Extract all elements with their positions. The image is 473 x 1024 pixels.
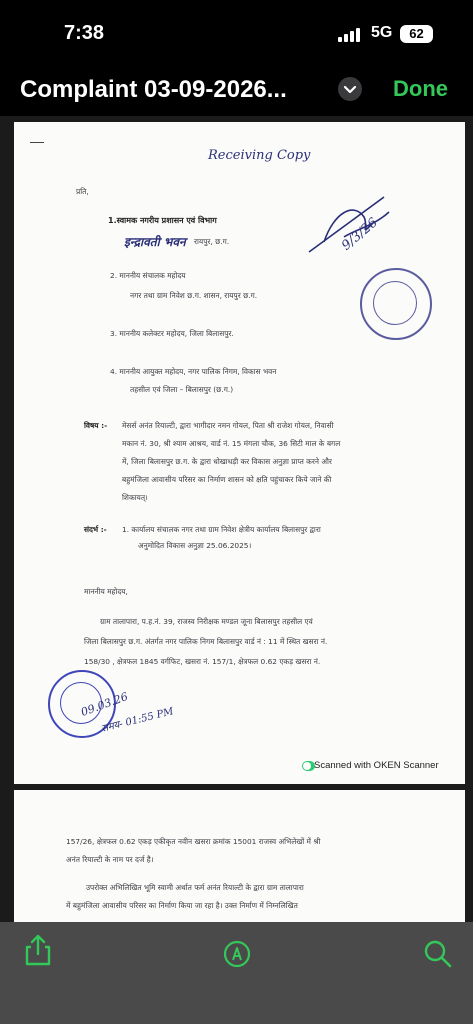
navigation-bar [0,66,473,114]
page-2-line: 157/26, क्षेत्रफल 0.62 एकड़ एकीकृत नवीन खसरा क्रमांक 15001 राजस्व अभिलेखों में श्री [66,837,321,846]
subject-line: बहुमंजिला आवासीय परिसर का निर्माण शासन को क्षति पहुंचाकर किये जाने की [122,475,332,484]
document-title[interactable]: Complaint 03-09-2026... [20,76,287,103]
status-bar [0,0,473,62]
recipient-1-handwritten: इन्द्रावती भवन [124,235,186,249]
search-button[interactable] [420,936,456,972]
page-2-line: अनंत रियाल्टी के नाम पर दर्ज है। [66,855,154,864]
network-type: 5G [371,24,393,41]
document-viewer[interactable] [0,116,473,922]
recipient-3: 3. माननीय कलेक्टर महोदय, जिला बिलासपुर. [110,329,234,338]
recipient-4-line-2: तहसील एवं जिला – बिलासपुर (छ.ग.) [130,385,234,394]
body-line: ग्राम तालापारा, प.ह.नं. 39, राजस्व निरीक्षक मण्डल जूना बिलासपुर तहसील एवं [100,617,313,626]
search-icon [420,936,456,972]
prati: प्रति, [76,187,89,196]
battery-icon [400,25,433,43]
battery-level: 62 [409,26,424,41]
recipient-1-line-1: 1.स्वामक नगरीय प्रशासन एवं विभाग [108,216,217,225]
reference-line: अनुमोदित विकास अनुज्ञा 25.06.2025। [138,541,252,550]
document-page-1 [14,122,465,784]
recipient-2-line-1: 2. माननीय संचालक महोदय [110,271,186,280]
subject-line: में, जिला बिलासपुर छ.ग. के द्वारा धोखाधड़ी कर विकास अनुज्ञा प्राप्त करने और [122,457,332,466]
stamp-time: समय- 01:55 PM [100,706,175,735]
document-page-2 [14,790,465,922]
stamp-date: 09.03.26 [79,690,130,719]
subject-line: शिकायत्। [122,493,148,502]
bottom-toolbar [0,922,473,1024]
reference-label: संदर्भ :- [84,525,107,534]
done-button[interactable]: Done [393,76,448,101]
page-2-line: में बहुमंजिला आवासीय परिसर का निर्माण किया जा रहा है। उक्त निर्माण में निम्नलिखित [66,901,298,910]
signature-date: 9/3/26 [339,215,381,254]
recipient-2-line-2: नगर तथा ग्राम निवेश छ.ग. शासन, रायपुर छ.ग. [130,291,258,300]
cellular-signal-icon [338,28,364,42]
subject-label: विषय :- [84,421,108,430]
status-time: 7:38 [64,22,105,44]
body-line: जिला बिलासपुर छ.ग. अंतर्गत नगर पालिक निगम बिलासपुर वार्ड नं : 11 में स्थित खसरा नं. [84,637,328,646]
chevron-down-icon [338,77,362,101]
page-2-line: उपरोक्त अभिलिखित भूमि स्वामी अर्थात फर्म अनंत रियाल्टी के द्वारा ग्राम तालापारा [86,883,304,892]
recipient-1-line-2: रायपुर, छ.ग. [194,237,230,246]
salutation: माननीय महोदय, [84,587,128,596]
reference-line: 1. कार्यालय संचालक नगर तथा ग्राम निवेश क्षेत्रीय कार्यालय बिलासपुर द्वारा [122,525,321,534]
scan-mark [30,142,44,143]
recipient-4-line-1: 4. माननीय आयुक्त महोदय, नगर पालिक निगम, विकास भवन [110,367,277,376]
subject-line: मकान नं. 30, श्री श्याम आश्रय, वार्ड नं. 15 मंगला चौक, 36 सिटी माल के बगल [122,439,341,448]
subject-line: मेसर्स अनंत रियाल्टी, द्वारा भागीदार नमन गोयल, पिता श्री राजेश गोयल, निवासी [122,421,334,430]
scanned-watermark: Scanned with OKEN Scanner [314,760,439,771]
official-seal-top [360,268,432,340]
markup-icon [219,936,255,972]
markup-button[interactable] [219,936,255,972]
body-line: 158/30 , क्षेत्रफल 1845 वर्गफिट, खसरा नं. 157/1, क्षेत्रफल 0.62 एकड़ खसरा नं. [84,657,321,666]
share-button[interactable] [20,932,56,968]
title-menu-button[interactable] [338,77,362,101]
handwritten-receiving-copy: Receiving Copy [208,148,311,163]
share-icon [20,932,56,968]
